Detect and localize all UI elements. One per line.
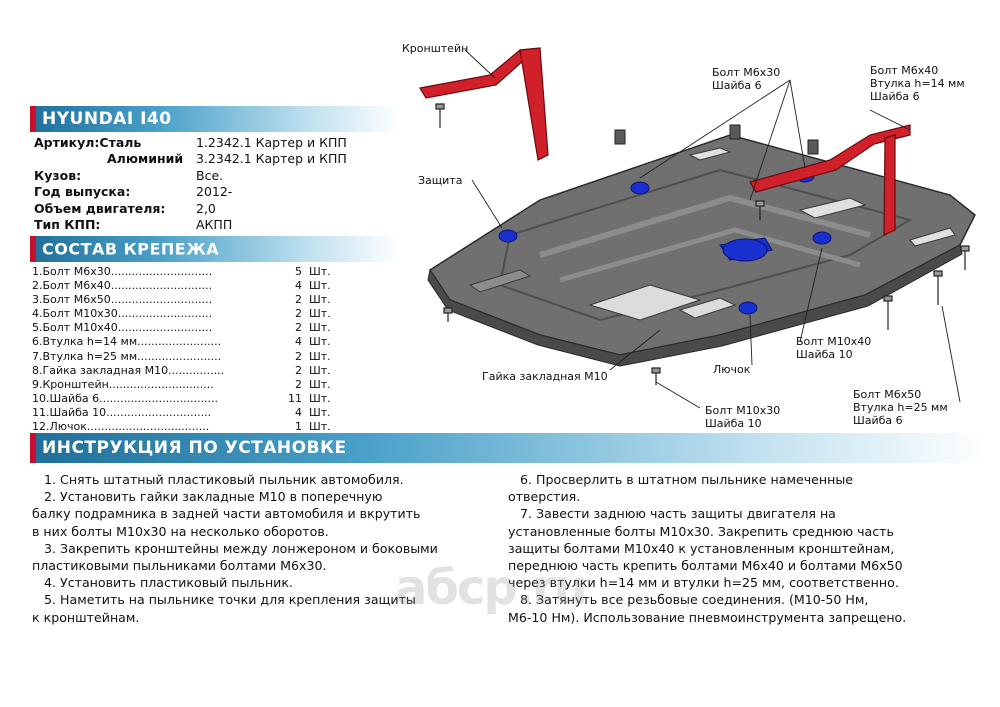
bolt-m10x30-callout [705, 404, 780, 430]
list-item [32, 392, 332, 406]
instruction-line: переднюю часть крепить болтами М6х40 и болтами М6х50 [508, 558, 903, 574]
list-item [32, 321, 332, 335]
item-name: 8.Гайка закладная М10................ [32, 363, 225, 377]
item-unit: Шт. [309, 363, 331, 377]
instruction-line: балку подрамника в задней части автомобиля и вкрутить [32, 506, 421, 522]
item-unit: Шт. [309, 307, 331, 321]
hatch-callout: Лючок [713, 363, 751, 376]
bolt-m6x30-callout [712, 66, 780, 92]
item-qty: 4 [295, 405, 302, 419]
engine-label: Объем двигателя: [34, 201, 166, 216]
item-name: 11.Шайба 10.............................. [32, 405, 212, 419]
item-qty: 2 [295, 349, 302, 363]
list-item [32, 307, 332, 321]
list-item [32, 293, 332, 307]
callout-line: Втулка h=14 мм [870, 77, 965, 90]
item-unit: Шт. [309, 349, 331, 363]
item-qty: 5 [295, 265, 302, 278]
item-unit: Шт. [309, 293, 331, 307]
callout-line: Болт М10х40 [796, 335, 872, 348]
item-qty: 2 [295, 363, 302, 377]
bolt-m10x40-callout [796, 335, 871, 361]
item-unit: Шт. [309, 420, 331, 434]
list-item [32, 265, 332, 279]
guard-callout: Защита [418, 174, 463, 187]
item-qty: 2 [295, 293, 302, 307]
list-item [32, 279, 332, 293]
item-name: 9.Кронштейн.............................. [32, 377, 214, 391]
fasteners-band [30, 236, 400, 262]
callout-line: Болт М6х40 [870, 64, 939, 77]
instruction-line: в них болты М10х30 на несколько оборотов. [32, 523, 329, 539]
instruction-line: М6-10 Нм). Использование пневмоинструмента запрещено. [508, 609, 907, 625]
list-item [32, 378, 332, 392]
fasteners-list [32, 265, 332, 434]
engine-value: 2,0 [196, 201, 216, 216]
instruction-line: 6. Просверлить в штатном пыльнике намеченные [508, 472, 854, 487]
list-item [32, 420, 332, 434]
instruction-line: через втулки h=14 мм и втулки h=25 мм, соответственно. [508, 575, 899, 591]
nut-callout: Гайка закладная М10 [482, 370, 608, 383]
callout-line: Болт М6х50 [853, 388, 922, 401]
item-name: 12.Лючок................................... [32, 420, 210, 434]
model-title: HYUNDAI I40 [42, 109, 172, 129]
instruction-line: 5. Наметить на пыльнике точки для крепления защиты [32, 592, 416, 608]
instruction-line: 1. Снять штатный пластиковый пыльник автомобиля. [32, 472, 404, 487]
instruction-line: 8. Затянуть все резьбовые соединения. (М10-50 Нм, [508, 592, 869, 608]
list-item [32, 350, 332, 364]
gearbox-label: Тип КПП: [34, 217, 101, 232]
body-label: Кузов: [34, 168, 82, 183]
body-value: Все. [196, 168, 224, 183]
callout-line: Шайба 10 [705, 417, 762, 430]
model-title-band [30, 106, 400, 132]
bracket-callout: Кронштейн [402, 42, 469, 55]
callout-line: Втулка h=25 мм [853, 401, 948, 414]
instructions-left [32, 471, 438, 626]
callout-line: Шайба 6 [870, 90, 920, 103]
list-item [32, 335, 332, 349]
item-unit: Шт. [309, 335, 331, 349]
steel-value: 1.2342.1 Картер и КПП [196, 135, 347, 150]
callout-line: Болт М6х30 [712, 66, 781, 79]
item-unit: Шт. [309, 321, 331, 335]
item-unit: Шт. [309, 391, 331, 405]
article-label: Артикул: [34, 135, 100, 150]
callout-line: Шайба 6 [712, 79, 762, 92]
watermark-logo: aбcp.ru [395, 560, 586, 616]
bolt-m6x40-callout [870, 64, 965, 103]
item-unit: Шт. [309, 265, 331, 278]
callout-line: Шайба 6 [853, 414, 903, 427]
item-qty: 2 [295, 321, 302, 335]
article-row [34, 135, 141, 151]
callout-line: Болт М10х30 [705, 404, 781, 417]
instruction-line: защиты болтами М10х40 к установленным кронштейнам, [508, 540, 895, 556]
aluminum-label: Алюминий [107, 151, 184, 166]
item-name: 6.Втулка h=14 мм........................ [32, 335, 222, 349]
gearbox-value: АКПП [196, 217, 233, 232]
accent-bar [30, 236, 36, 262]
item-unit: Шт. [309, 279, 331, 293]
item-name: 4.Болт М10х30........................... [32, 307, 213, 321]
item-qty: 2 [295, 307, 302, 321]
fasteners-title: СОСТАВ КРЕПЕЖА [42, 239, 220, 259]
item-qty: 4 [295, 335, 302, 349]
instruction-line: к кронштейнам. [32, 609, 140, 625]
item-unit: Шт. [309, 405, 331, 419]
install-band [30, 433, 990, 463]
year-value: 2012- [196, 184, 233, 199]
instruction-line: 3. Закрепить кронштейны между лонжероном и боковыми [32, 540, 438, 556]
list-item [32, 364, 332, 378]
aluminum-value: 3.2342.1 Картер и КПП [196, 151, 347, 166]
item-name: 5.Болт М10х40........................... [32, 321, 213, 335]
item-name: 7.Втулка h=25 мм........................ [32, 349, 222, 363]
instruction-line: 7. Завести заднюю часть защиты двигателя на [508, 506, 836, 522]
item-qty: 1 [295, 420, 302, 434]
steel-label: Сталь [99, 135, 142, 150]
list-item [32, 406, 332, 420]
bolt-m6x50-callout [853, 388, 948, 427]
install-title: ИНСТРУКЦИЯ ПО УСТАНОВКЕ [42, 438, 347, 458]
item-unit: Шт. [309, 377, 331, 391]
item-name: 1.Болт М6х30............................. [32, 265, 213, 278]
instruction-line: пластиковыми пыльниками болтами М6х30. [32, 558, 327, 574]
instruction-line: установленные болты М10х30. Закрепить среднюю часть [508, 523, 894, 539]
instruction-line: 2. Установить гайки закладные М10 в поперечную [32, 489, 383, 505]
item-name: 10.Шайба 6.................................. [32, 391, 219, 405]
item-qty: 11 [288, 391, 302, 405]
callout-line: Шайба 10 [796, 348, 853, 361]
accent-bar [30, 433, 36, 463]
instruction-line: 4. Установить пластиковый пыльник. [32, 575, 293, 591]
item-name: 3.Болт М6х50............................. [32, 293, 213, 307]
instruction-line: отверстия. [508, 489, 581, 505]
item-qty: 4 [295, 279, 302, 293]
item-name: 2.Болт М6х40............................. [32, 279, 213, 293]
year-label: Год выпуска: [34, 184, 131, 199]
item-qty: 2 [295, 377, 302, 391]
accent-bar [30, 106, 36, 132]
